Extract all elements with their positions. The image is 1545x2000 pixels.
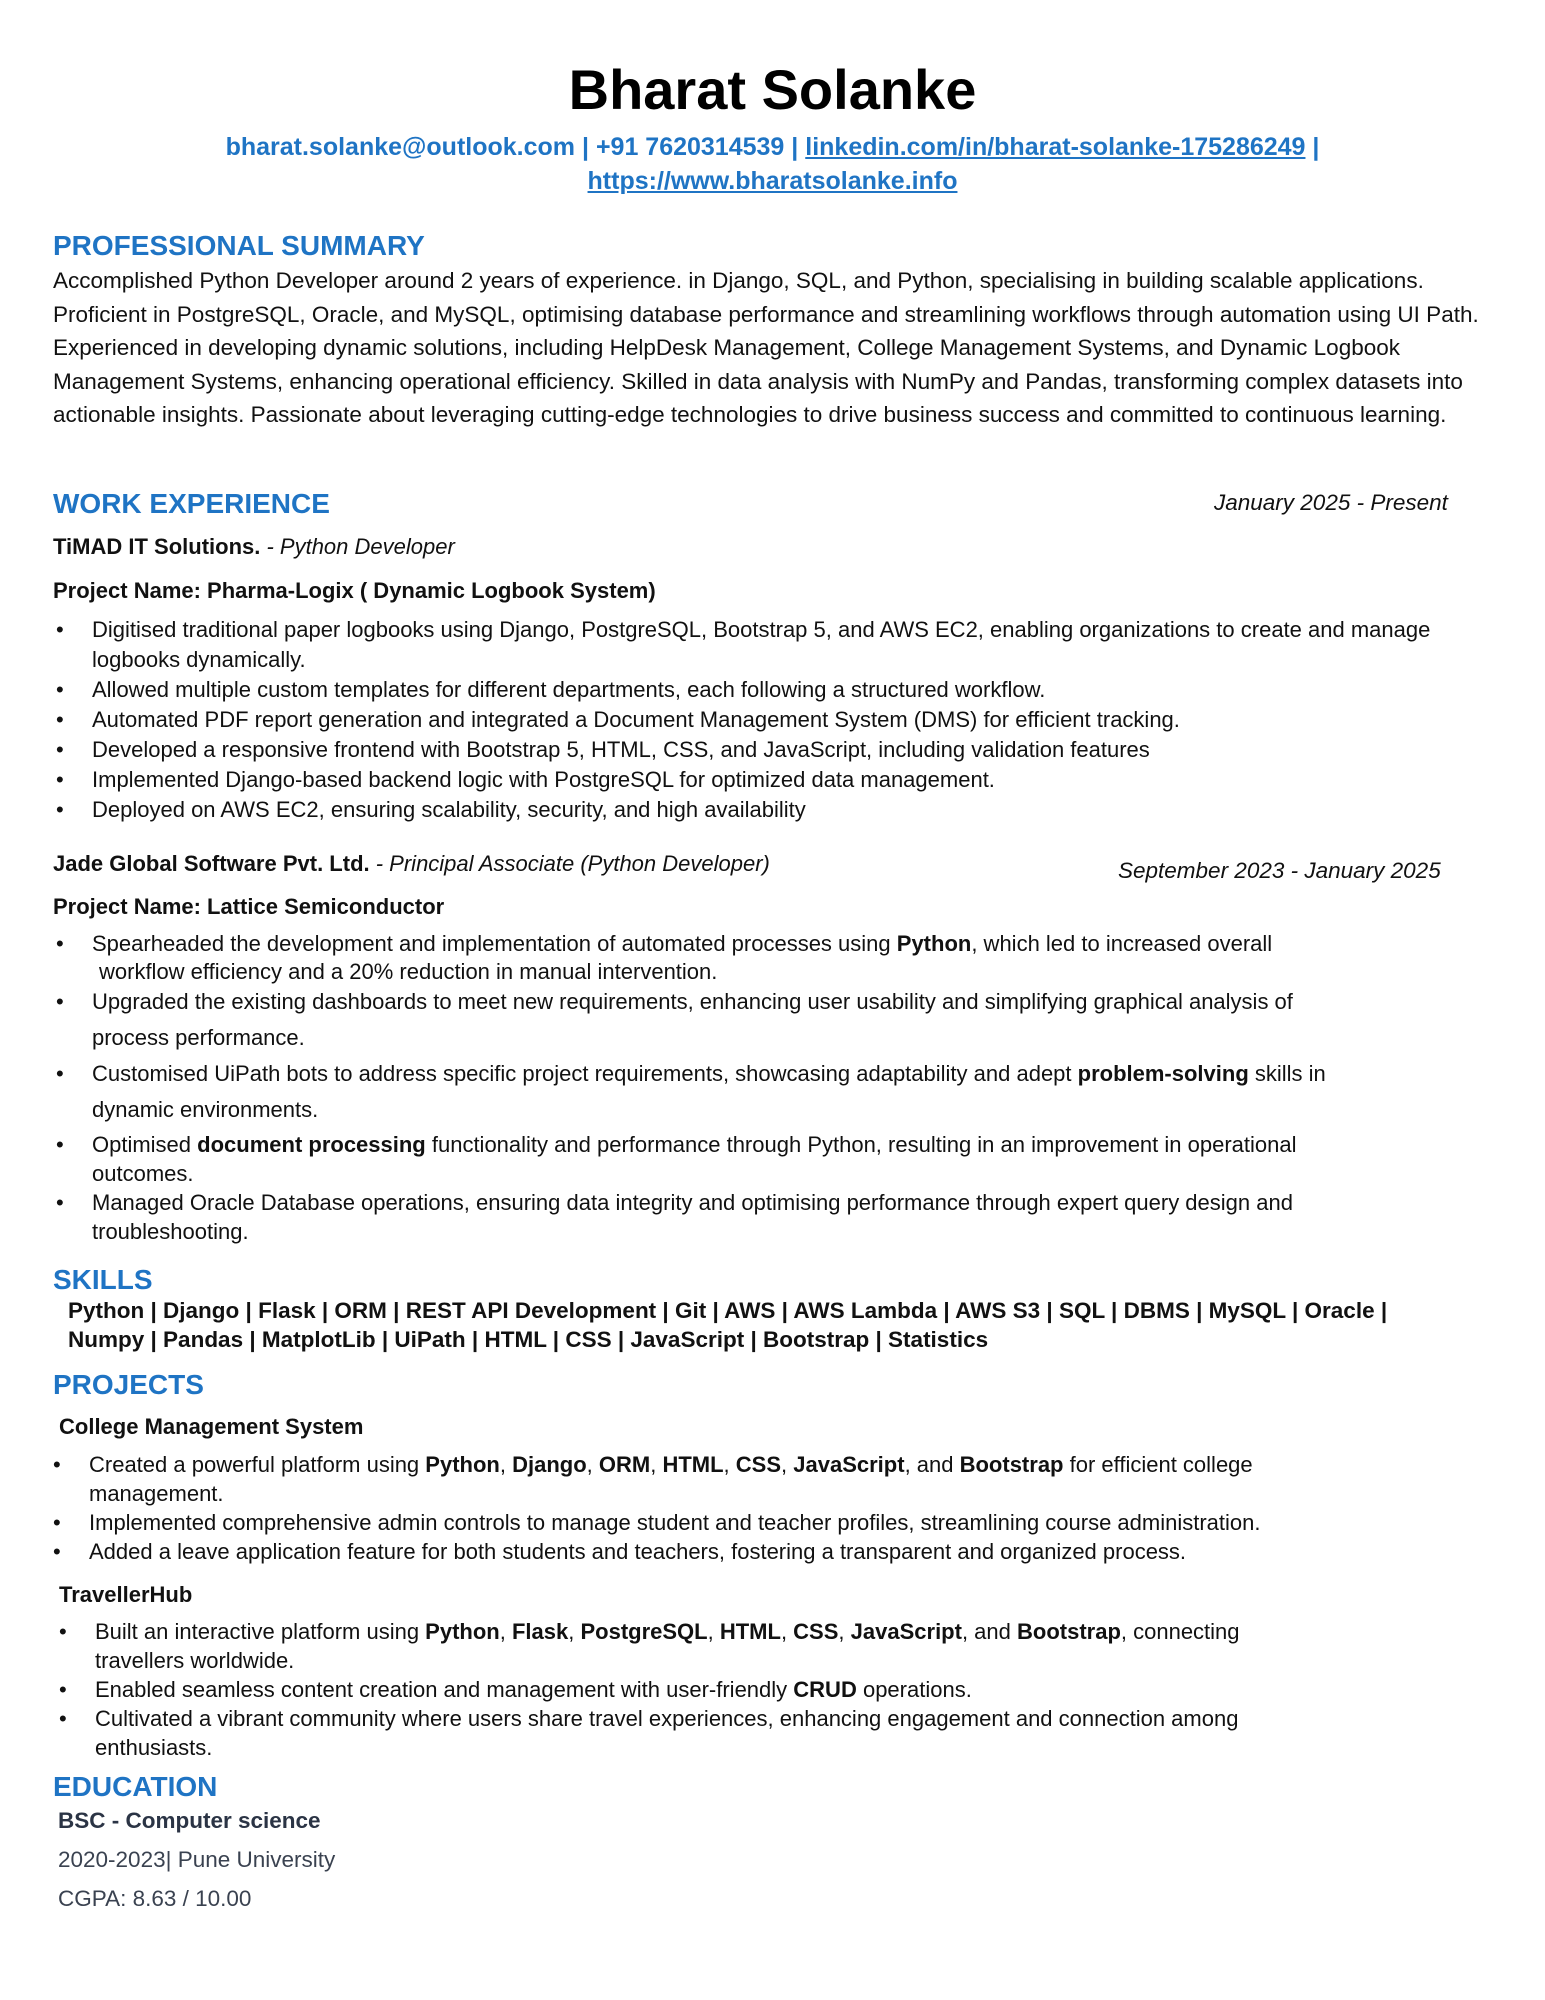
candidate-name: Bharat Solanke — [568, 58, 977, 121]
job-role: - Principal Associate (Python Developer) — [369, 851, 770, 876]
email-link[interactable]: bharat.solanke@outlook.com — [225, 133, 576, 161]
list-item: • Added a leave application feature for both students and teachers, fostering a transparent and organized process. — [89, 1537, 1509, 1566]
website-link[interactable]: https://www.bharatsolanke.info — [587, 167, 958, 195]
education-years: 2020-2023 — [58, 1847, 166, 1872]
list-item: • Optimised document processing functionality and performance through Python, resulting in an improvement in operational outcomes. — [92, 1130, 1512, 1188]
list-item: • Implemented Django-based backend logic with PostgreSQL for optimized data management. — [92, 765, 1512, 795]
experience-heading: WORK EXPERIENCE — [53, 488, 330, 519]
job-bullets — [92, 930, 1512, 1246]
list-item: • Deployed on AWS EC2, ensuring scalability, security, and high availability — [92, 795, 1512, 825]
company-name: TiMAD IT Solutions. — [53, 534, 261, 559]
list-item: • Upgraded the existing dashboards to meet new requirements, enhancing user usability and simplifying graphical analysis of process performance. — [92, 984, 1512, 1056]
contact-line — [0, 130, 1545, 164]
education-heading: EDUCATION — [53, 1771, 218, 1802]
skills-heading: SKILLS — [53, 1264, 153, 1295]
project-bullets — [89, 1450, 1509, 1566]
list-item: • Digitised traditional paper logbooks using Django, PostgreSQL, Bootstrap 5, and AWS EC2, enabling organizations to create and manage logbooks dynamically. — [92, 615, 1512, 675]
project-name: Project Name: Lattice Semiconductor — [53, 894, 445, 919]
project-title: TravellerHub — [59, 1582, 193, 1607]
linkedin-link[interactable]: linkedin.com/in/bharat-solanke-175286249 — [805, 133, 1306, 161]
list-item: • Spearheaded the development and implementation of automated processes using Python, which led to increased overall workflow efficiency and a 20% reduction in manual intervention. — [92, 930, 1512, 986]
list-item: • Automated PDF report generation and integrated a Document Management System (DMS) for efficient tracking. — [92, 705, 1512, 735]
job-role: - Python Developer — [260, 534, 455, 559]
list-item: • Built an interactive platform using Python, Flask, PostgreSQL, HTML, CSS, JavaScript, and Bootstrap, connecting travellers worldwide. — [95, 1617, 1495, 1675]
degree: BSC - Computer science — [58, 1808, 321, 1833]
list-item: • Created a powerful platform using Python, Django, ORM, HTML, CSS, JavaScript, and Bootstrap for efficient college management. — [89, 1450, 1509, 1508]
projects-heading: PROJECTS — [53, 1369, 204, 1400]
list-item: • Cultivated a vibrant community where users share travel experiences, enhancing engagement and connection among enthusiasts. — [95, 1704, 1495, 1762]
list-item: • Developed a responsive frontend with Bootstrap 5, HTML, CSS, and JavaScript, including validation features — [92, 735, 1512, 765]
project-title: College Management System — [59, 1414, 364, 1439]
project-name: Project Name: Pharma-Logix ( Dynamic Logbook System) — [53, 578, 656, 603]
phone-number[interactable]: +91 7620314539 — [595, 133, 785, 161]
list-item: • Managed Oracle Database operations, ensuring data integrity and optimising performance through expert query design and troubleshooting. — [92, 1188, 1512, 1246]
cgpa: CGPA: 8.63 / 10.00 — [58, 1886, 252, 1911]
university: Pune University — [171, 1847, 336, 1872]
company-name: Jade Global Software Pvt. Ltd. — [53, 851, 370, 876]
summary-heading: PROFESSIONAL SUMMARY — [53, 230, 425, 261]
separator: | — [581, 133, 589, 161]
job-dates: September 2023 - January 2025 — [1118, 858, 1441, 883]
separator: | — [791, 133, 799, 161]
education-details — [58, 1845, 335, 1875]
job-company — [53, 849, 770, 879]
project-bullets — [95, 1617, 1495, 1762]
summary-text: Accomplished Python Developer around 2 years of experience. in Django, SQL, and Python, specialising in building scalable applications. Proficient in PostgreSQL, Oracle, and MySQL, optimising database performance and streamlining workflows through automation using UI Path. Experienced in developing dynamic solutions, including HelpDesk Management, College Management Systems, and Dynamic Logbook Management Systems, enhancing operational efficiency. Skilled in data analysis with NumPy and Pandas, transforming complex datasets into actionable insights. Passionate about leveraging cutting-edge technologies to drive business success and committed to continuous learning. — [53, 268, 1479, 427]
website-line — [0, 164, 1545, 198]
skills-list — [68, 1296, 1468, 1354]
list-item: • Implemented comprehensive admin controls to manage student and teacher profiles, streamlining course administration. — [89, 1508, 1509, 1537]
separator: | — [165, 1847, 172, 1872]
job-bullets — [92, 615, 1512, 825]
list-item: • Allowed multiple custom templates for different departments, each following a structured workflow. — [92, 675, 1512, 705]
list-item: • Enabled seamless content creation and management with user-friendly CRUD operations. — [95, 1675, 1495, 1704]
separator: | — [1312, 133, 1320, 161]
skills-line: Numpy | Pandas | MatplotLib | UiPath | HTML | CSS | JavaScript | Bootstrap | Statistics — [68, 1327, 989, 1352]
job-company — [53, 532, 455, 562]
job-dates: January 2025 - Present — [1214, 490, 1448, 515]
skills-line: Python | Django | Flask | ORM | REST API Development | Git | AWS | AWS Lambda | AWS S3 | SQL | DBMS | MySQL | Oracle | — [68, 1298, 1388, 1323]
list-item: • Customised UiPath bots to address specific project requirements, showcasing adaptability and adept problem-solving skills in dynamic environments. — [92, 1056, 1512, 1128]
